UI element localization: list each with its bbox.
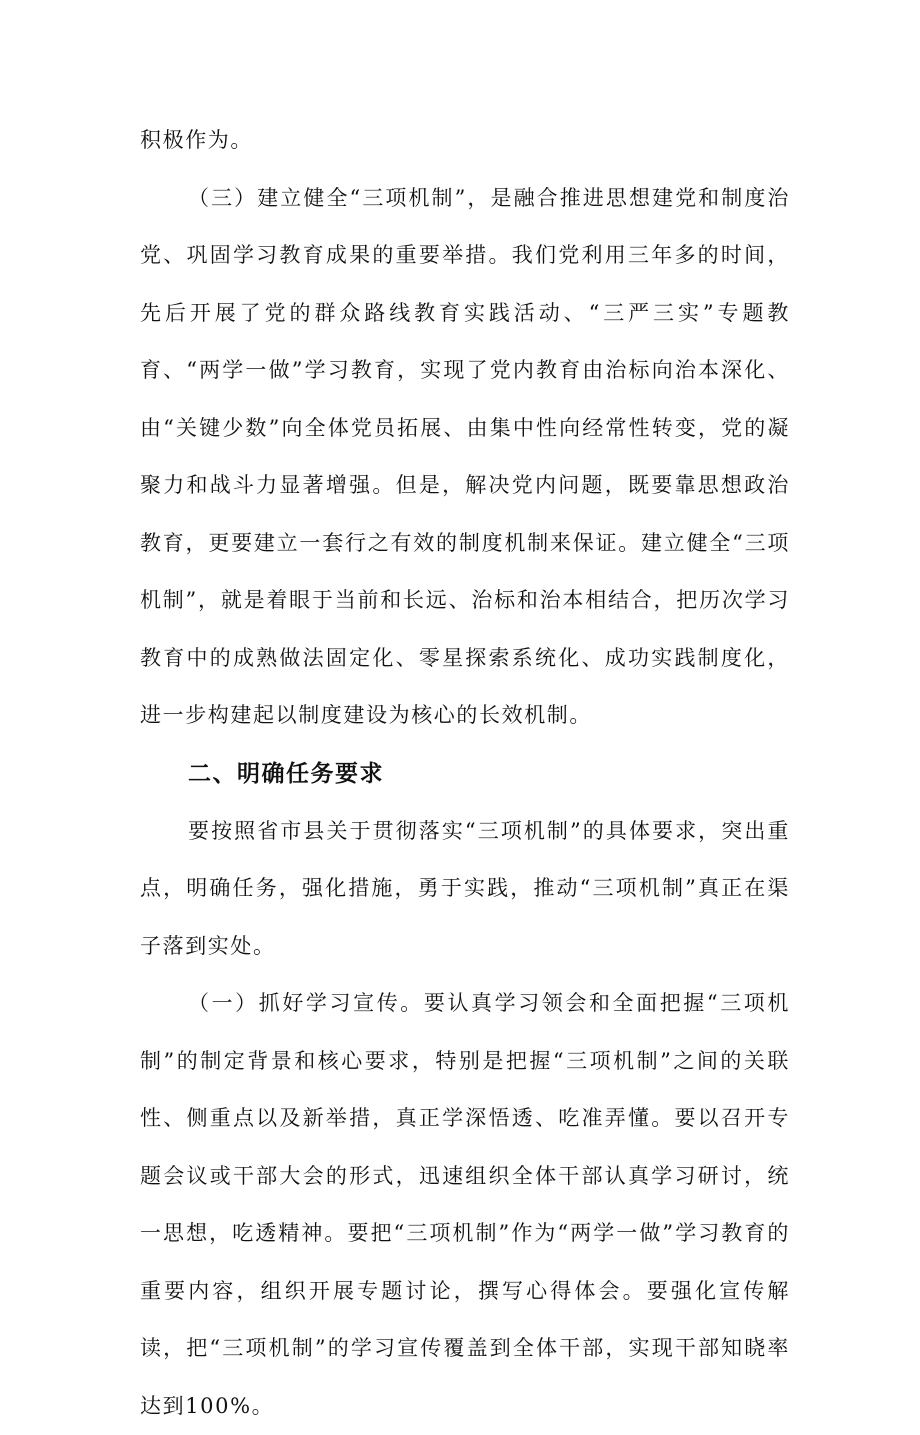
paragraph-task-one: （一）抓好学习宣传。要认真学习领会和全面把握“三项机制”的制定背景和核心要求，特别是把握“三项机制”之间的关联性、侧重点以及新举措，真正学深悟透、吃准弄懂。要以召开专题会议或干部大会的形式，迅速组织全体干部认真学习研讨，统一思想，吃透精神。要把“三项机制”作为“两学一做”学习教育的重要内容，组织开展专题讨论，撰写心得体会。要强化宣传解读，把“三项机制”的学习宣传覆盖到全体干部，实现干部知晓率达到100%。: [140, 991, 790, 1418]
document-page: [140, 112, 790, 1435]
paragraph-section-three: （三）建立健全“三项机制”，是融合推进思想建党和制度治党、巩固学习教育成果的重要举措。我们党利用三年多的时间，先后开展了党的群众路线教育实践活动、“三严三实”专题教育、“两学一做”学习教育，实现了党内教育由治标向治本深化、由“关键少数”向全体党员拓展、由集中性向经常性转变，党的凝聚力和战斗力显著增强。但是，解决党内问题，既要靠思想政治教育，更要建立一套行之有效的制度机制来保证。建立健全“三项机制”，就是着眼于当前和长远、治标和治本相结合，把历次学习教育中的成熟做法固定化、零星探索系统化、成功实践制度化，进一步构建起以制度建设为核心的长效机制。: [140, 185, 790, 727]
paragraph-task-intro: 要按照省市县关于贯彻落实“三项机制”的具体要求，突出重点，明确任务，强化措施，勇于实践，推动“三项机制”真正在渠子落到实处。: [140, 818, 790, 958]
section-heading: 二、明确任务要求: [188, 760, 384, 787]
paragraph-continuation: 积极作为。: [140, 128, 253, 152]
